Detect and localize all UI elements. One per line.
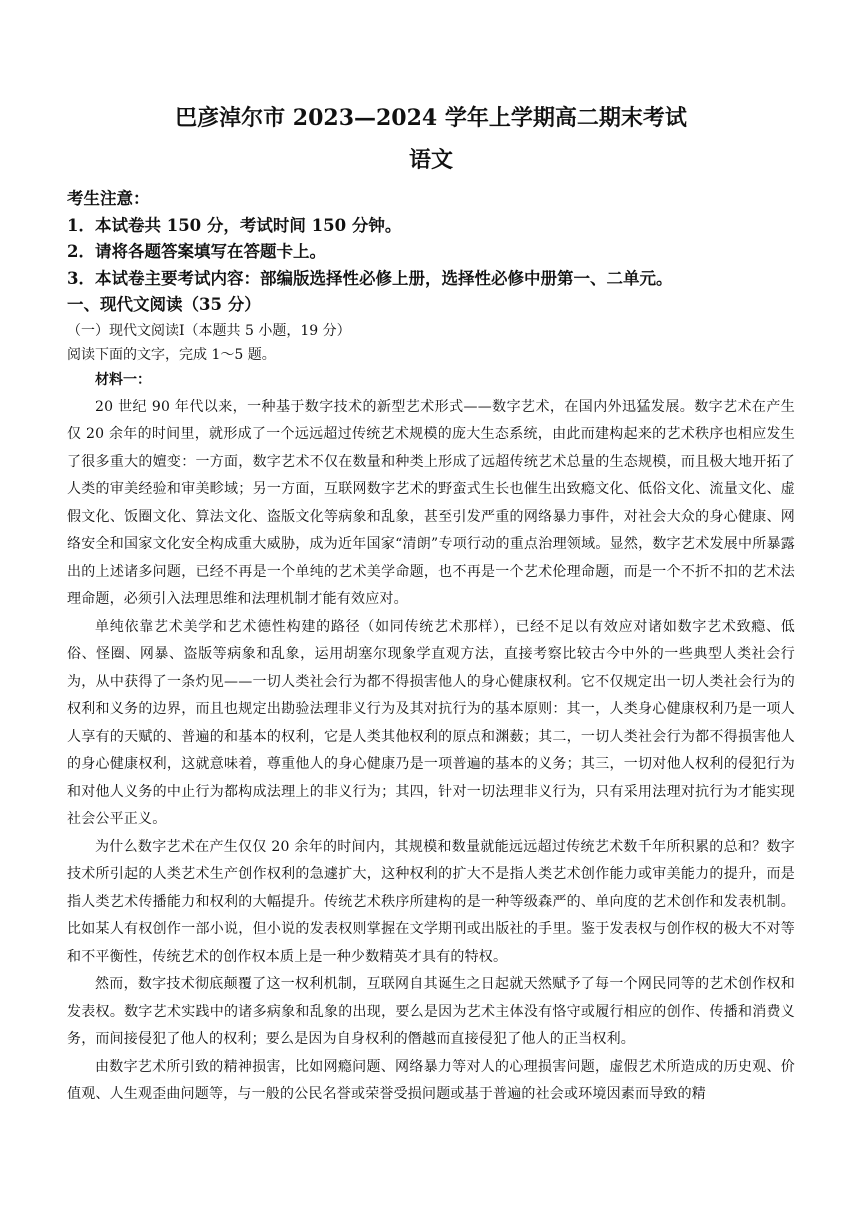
subject-title: 语文 (408, 147, 453, 173)
notice-item: 1．本试卷共 150 分，考试时间 150 分钟。 (67, 215, 402, 235)
exam-page (67, 96, 795, 1109)
notice-heading: 考生注意： (67, 189, 150, 208)
section-instruction: 阅读下面的文字，完成 1～5 题。 (67, 346, 276, 363)
body-paragraph: 由数字艺术所引致的精神损害，比如网瘾问题、网络暴力等对人的心理损害问题，虚假艺术所造成的历史观、价值观、人生观歪曲问题等，与一般的公民名誉或荣誉受损问题或基于普遍的社会或环境因素而导致的精 (67, 1058, 795, 1102)
body-paragraph: 然而，数字技术彻底颠覆了这一权利机制，互联网自其诞生之日起就天然赋予了每一个网民同等的艺术创作权和发表权。数字艺术实践中的诸多病象和乱象的出现，要么是因为艺术主体没有恪守或履行相应的创作、传播和消费义务，而间接侵犯了他人的权利；要么是因为自身权利的僭越而直接侵犯了他人的正当权利。 (67, 976, 795, 1047)
section-heading: 一、现代文阅读（35 分） (67, 295, 261, 314)
notice-item: 3．本试卷主要考试内容：部编版选择性必修上册，选择性必修中册第一、二单元。 (67, 268, 673, 288)
material-label: 材料一： (95, 371, 151, 388)
section-subheading: （一）现代文阅读Ⅰ（本题共 5 小题，19 分） (67, 322, 351, 339)
body-paragraph: 为什么数字艺术在产生仅仅 20 余年的时间内，其规模和数量就能远远超过传统艺术数千年所积累的总和？数字技术所引起的人类艺术生产创作权利的急遽扩大，这种权利的扩大不是指人类艺术创作能力或审美能力的提升，而是指人类艺术传播能力和权利的大幅提升。传统艺术秩序所建构的是一种等级森严的、单向度的艺术创作和发表机制。比如某人有权创作一部小说，但小说的发表权则掌握在文学期刊或出版社的手里。鉴于发表权与创作权的极大不对等和不平衡性，传统艺术的创作权本质上是一种少数精英才具有的特权。 (67, 838, 795, 965)
body-paragraph: 单纯依靠艺术美学和艺术德性构建的路径（如同传统艺术那样），已经不足以有效应对诸如数字艺术致瘾、低俗、怪圈、网暴、盗版等病象和乱象，运用胡塞尔现象学直观方法，直接考察比较古今中外的一些典型人类社会行为，从中获得了一条灼见——一切人类社会行为都不得损害他人的身心健康权利。它不仅规定出一切人类社会行为的权利和义务的边界，而且也规定出勘验法理非义行为及其对抗行为的基本原则：其一，人类身心健康权利乃是一项人人享有的天赋的、普遍的和基本的权利，它是人类其他权利的原点和渊薮；其二，一切人类社会行为都不得损害他人的身心健康权利，这就意味着，尊重他人的身心健康乃是一项普遍的基本的义务；其三，一切对他人权利的侵犯行为和对他人义务的中止行为都构成法理上的非义行为；其四，针对一切法理非义行为，只有采用法理对抗行为才能实现社会公平正义。 (67, 618, 795, 827)
exam-title: 巴彦淖尔市 2023—2024 学年上学期高二期末考试 (175, 105, 687, 131)
notice-item: 2．请将各题答案填写在答题卡上。 (67, 242, 326, 261)
body-paragraph: 20 世纪 90 年代以来，一种基于数字技术的新型艺术形式——数字艺术，在国内外迅猛发展。数字艺术在产生仅 20 余年的时间里，就形成了一个远远超过传统艺术规模的庞大生态系统，由此而建构起来的艺术秩序也相应发生了很多重大的嬗变：一方面，数字艺术不仅在数量和种类上形成了远超传统艺术总量的生态规模，而且极大地开拓了人类的审美经验和审美畛域；另一方面，互联网数字艺术的野蛮式生长也催生出致瘾文化、低俗文化、流量文化、虚假文化、饭圈文化、算法文化、盗版文化等病象和乱象，甚至引发严重的网络暴力事件，对社会大众的身心健康、网络安全和国家文化安全构成重大威胁，成为近年国家“清朗”专项行动的重点治理领域。显然，数字艺术发展中所暴露出的上述诸多问题，已经不再是一个单纯的艺术美学命题，也不再是一个艺术伦理命题，而是一个不折不扣的艺术法理命题，必须引入法理思维和法理机制才能有效应对。 (67, 398, 795, 607)
